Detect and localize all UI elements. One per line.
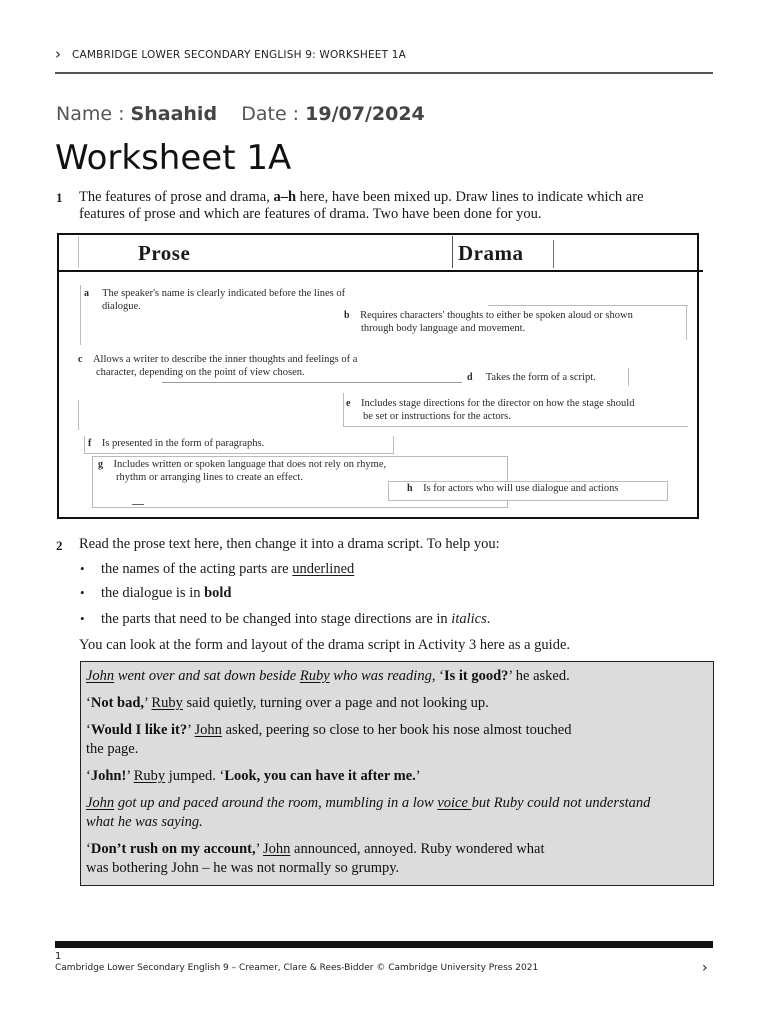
feature-b-letter: b	[344, 310, 350, 321]
feature-c-outline	[162, 382, 462, 383]
p5-italic-a: got up and paced around the room, mumbling in a low	[114, 795, 438, 811]
question-1-text	[79, 189, 719, 223]
feature-d	[467, 371, 596, 384]
bullet-1	[101, 561, 354, 578]
passage-line-5	[86, 794, 650, 832]
matching-header-divider	[57, 270, 703, 272]
name-label: Name :	[56, 103, 131, 125]
p6-text-cont: was bothering John – he was not normally so grumpy.	[86, 860, 400, 876]
feature-c-line1: Allows a writer to describe the inner thoughts and feelings of a	[92, 354, 358, 365]
p3-open-quote: ‘	[86, 722, 91, 738]
feature-a-letter: a	[84, 288, 89, 299]
feature-a	[84, 287, 345, 313]
q1-text-b: here, have been mixed up. Draw lines to indicate which are	[296, 189, 644, 205]
question-2-intro: Read the prose text here, then change it into a drama script. To help you:	[79, 536, 500, 552]
p1-ruby: Ruby	[299, 668, 330, 684]
header-divider	[55, 72, 713, 74]
p3-text: asked, peering so close to her book his nose almost touched	[221, 722, 572, 738]
p1-bold: Is it good?	[443, 668, 509, 684]
footer-chevron-icon: ›	[702, 960, 708, 976]
p6-close-quote: ’	[255, 841, 263, 857]
feature-e	[346, 397, 634, 423]
p4-close-quote: ’	[126, 768, 134, 784]
p2-bold: Not bad,	[90, 695, 145, 711]
feature-a-outline	[80, 285, 81, 345]
p4-ruby: Ruby	[133, 768, 166, 784]
feature-c-line2: character, depending on the point of view chosen.	[96, 367, 305, 378]
feature-a-line1: The speaker's name is clearly indicated before the lines of	[102, 288, 346, 299]
worksheet-title: Worksheet 1A	[55, 138, 292, 178]
p1-italic-b: who was reading	[329, 668, 432, 684]
q1-text-range: a–h	[273, 189, 297, 205]
passage-line-3	[86, 721, 571, 759]
date-label: Date :	[241, 103, 306, 125]
p6-text: announced, annoyed. Ruby wondered what	[290, 841, 545, 857]
feature-h-letter: h	[407, 483, 413, 494]
bullet-1-marker: •	[80, 561, 85, 576]
feature-b-outline-right	[686, 305, 687, 340]
passage-line-2	[86, 694, 489, 713]
p3-text-cont: the page.	[86, 741, 139, 757]
prose-header-left-edge	[78, 236, 79, 268]
p2-text: said quietly, turning over a page and not looking up.	[182, 695, 489, 711]
p5-italic-b: but Ruby could not understand	[471, 795, 651, 811]
passage-line-4	[86, 767, 421, 786]
p1-john: John	[86, 668, 115, 684]
p4-bold-a: John!	[90, 768, 127, 784]
feature-b-outline-top	[488, 305, 688, 306]
page-number: 1	[55, 951, 62, 962]
bullet-3-italic: italics	[451, 611, 487, 627]
q1-text-c: features of prose and which are features of drama. Two have been done for you.	[79, 206, 542, 222]
footer-bar	[55, 941, 713, 948]
p6-john: John	[262, 841, 291, 857]
p4-open-quote: ‘	[86, 768, 91, 784]
feature-f	[88, 437, 264, 450]
feature-d-outline	[628, 368, 629, 386]
p6-bold: Don’t rush on my account,	[90, 841, 256, 857]
p3-john: John	[194, 722, 222, 738]
p3-close-quote: ’	[187, 722, 195, 738]
question-2-guide: You can look at the form and layout of the drama script in Activity 3 here as a guide.	[79, 637, 571, 653]
feature-f-line1: Is presented in the form of paragraphs.	[101, 438, 265, 449]
feature-g-line1: Includes written or spoken language that does not rely on rhyme,	[113, 459, 387, 470]
feature-f-letter: f	[88, 438, 92, 449]
bullet-3-period: .	[486, 611, 491, 627]
feature-e-letter: e	[346, 398, 351, 409]
q1-text-a: The features of prose and drama,	[79, 189, 274, 205]
passage-line-1	[86, 667, 570, 686]
p4-bold-b: Look, you can have it after me.	[224, 768, 416, 784]
feature-d-letter: d	[467, 372, 473, 383]
prose-heading: Prose	[138, 241, 191, 265]
p2-ruby: Ruby	[151, 695, 183, 711]
bullet-1-text: the names of the acting parts are	[101, 561, 293, 577]
question-1-number: 1	[56, 190, 63, 205]
feature-c-outline-left	[78, 400, 79, 430]
p3-bold: Would I like it?	[90, 722, 188, 738]
bullet-1-underlined: underlined	[292, 561, 355, 577]
p1-text-b: ’ he asked.	[508, 668, 570, 684]
bullet-3-marker: •	[80, 611, 85, 626]
name-date-line	[56, 103, 425, 125]
feature-b	[344, 309, 633, 335]
p2-close-quote: ’	[144, 695, 152, 711]
feature-g-letter: g	[98, 459, 103, 470]
feature-a-line2: dialogue.	[102, 301, 141, 312]
feature-h-line1: Is for actors who will use dialogue and actions	[423, 483, 619, 494]
passage-line-6	[86, 840, 544, 878]
drama-header-right-edge	[553, 240, 554, 268]
bullet-2-bold: bold	[204, 585, 232, 601]
small-dash	[132, 504, 144, 505]
feature-c	[78, 353, 357, 379]
p1-italic-a: went over and sat down beside	[114, 668, 300, 684]
drama-heading: Drama	[458, 241, 524, 265]
p5-john: John	[86, 795, 115, 811]
feature-d-line1: Takes the form of a script.	[485, 372, 596, 383]
p4-end-quote: ’	[415, 768, 421, 784]
bullet-2-text: the dialogue is in	[101, 585, 205, 601]
feature-b-line2: through body language and movement.	[361, 323, 526, 334]
feature-h	[407, 482, 618, 495]
feature-g	[98, 458, 386, 484]
date-value: 19/07/2024	[305, 103, 425, 125]
p5-italic-c: what he was saying.	[86, 814, 203, 830]
feature-b-line1: Requires characters' thoughts to either be spoken aloud or shown	[360, 310, 633, 321]
p2-open-quote: ‘	[86, 695, 91, 711]
bullet-3-text: the parts that need to be changed into stage directions are in	[101, 611, 452, 627]
name-value: Shaahid	[130, 103, 218, 125]
feature-e-line1: Includes stage directions for the director on how the stage should	[360, 398, 635, 409]
bullet-3	[101, 611, 490, 628]
bullet-2-marker: •	[80, 585, 85, 600]
question-2-number: 2	[56, 538, 63, 553]
p4-text: jumped. ‘	[165, 768, 225, 784]
feature-c-letter: c	[78, 354, 83, 365]
header-chevron-icon: ›	[55, 45, 61, 63]
p1-text-a: , ‘	[431, 668, 444, 684]
bullet-2	[101, 585, 232, 602]
feature-g-line2: rhythm or arranging lines to create an effect.	[116, 472, 303, 483]
p6-open-quote: ‘	[86, 841, 91, 857]
feature-e-line2: be set or instructions for the actors.	[363, 411, 511, 422]
drama-header-left-edge	[452, 236, 453, 268]
header-title: CAMBRIDGE LOWER SECONDARY ENGLISH 9: WORKSHEET 1A	[72, 49, 407, 61]
footer-credit: Cambridge Lower Secondary English 9 – Creamer, Clare & Rees-Bidder © Cambridge University Press 2021	[55, 963, 539, 973]
p5-voice: voice	[437, 795, 472, 811]
